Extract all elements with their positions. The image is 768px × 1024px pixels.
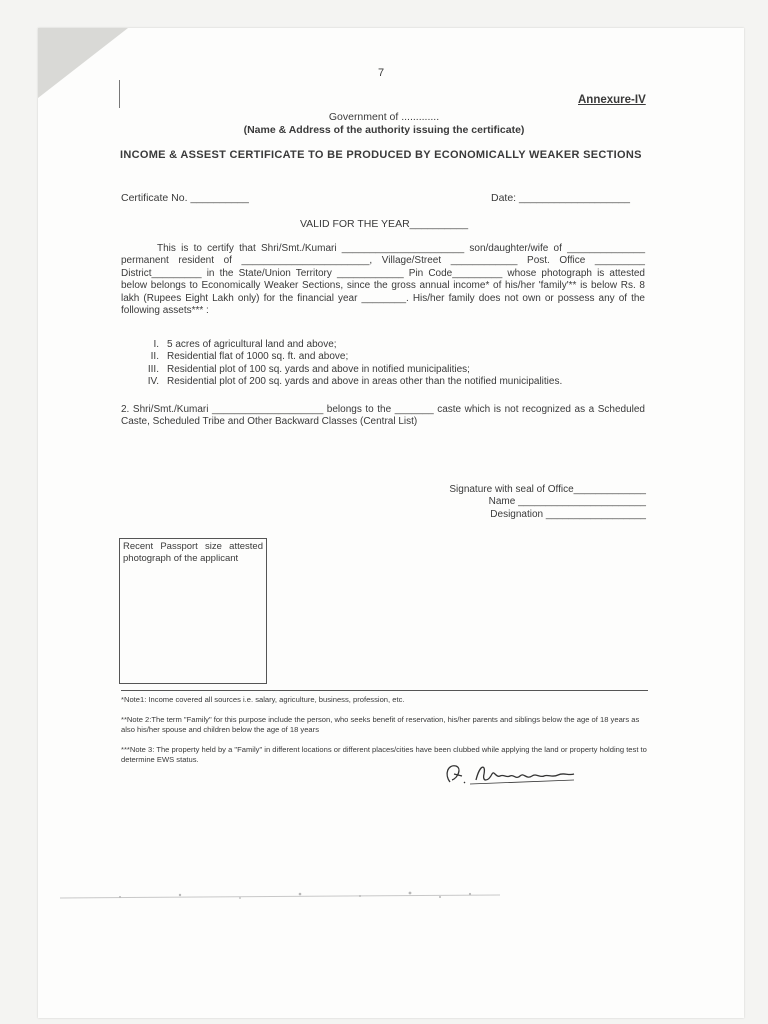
photo-box-label: Recent Passport size attested photograph of the applicant [123, 541, 263, 564]
document-page [38, 28, 744, 1018]
list-item: III. Residential plot of 100 sq. yards and above in notified municipalities; [147, 363, 470, 375]
authority-line: (Name & Address of the authority issuing the certificate) [243, 124, 525, 136]
annexure-label: Annexure-IV [578, 94, 646, 106]
valid-for-year: VALID FOR THE YEAR__________ [299, 218, 469, 230]
government-line: Government of ............. [328, 111, 440, 123]
name-line: Name _______________________ [488, 496, 646, 508]
list-item: I. 5 acres of agricultural land and above; [153, 339, 337, 350]
note-1: *Note1: Income covered all sources i.e. salary, agriculture, business, profession, etc. [121, 695, 405, 704]
certification-text: This is to certify that Shri/Smt./Kumari ______________________ son/daughter/wife of ______________ permanent resident of _______________________, Village/Street ____________ Post. Office _________ District_________ in the State/Union Territory ____________ Pin Code_________ whose photograph is attested below belongs to Economically Weaker Sections, since the gross annual income* of his/her 'family'** is below Rs. 8 lakh (Rupees Eight Lakh only) for the financial year ________. His/her family does not own or possess any of the following assets*** : [121, 243, 645, 317]
list-item: IV. Residential plot of 200 sq. yards and above in areas other than the notified municipalities. [147, 376, 563, 388]
list-item: II. Residential flat of 1000 sq. ft. and above; [150, 351, 349, 363]
certificate-number-field: Certificate No. __________ [121, 192, 249, 204]
margin-mark [119, 80, 120, 108]
seal-line: Signature with seal of Office_____________ [449, 484, 646, 495]
page-number: 7 [378, 67, 385, 79]
handwritten-signature [440, 760, 580, 790]
note-3: ***Note 3: The property held by a "Family" in different locations or different places/cities have been clubbed while applying the land or property holding test to determine EWS status. [121, 745, 647, 764]
certification-paragraph [121, 243, 645, 317]
scan-noise [60, 880, 500, 910]
assets-list [121, 339, 645, 389]
photo-box [119, 538, 267, 684]
signature-block [410, 484, 646, 521]
page-fold-corner [38, 28, 128, 98]
caste-paragraph: 2. Shri/Smt./Kumari ____________________ belongs to the _______ caste which is not recognized as a Scheduled Caste, Scheduled Tribe and Other Backward Classes (Central List) [121, 404, 645, 428]
note-2: **Note 2:The term "Family" for this purpose include the person, who seeks benefit of reservation, his/her parents and siblings below the age of 18 years as also his/her spouse and children below the age of 18 years [121, 715, 640, 734]
date-field: Date: ___________________ [491, 192, 630, 204]
certificate-title: INCOME & ASSEST CERTIFICATE TO BE PRODUCED BY ECONOMICALLY WEAKER SECTIONS [120, 149, 642, 161]
notes-divider [121, 690, 648, 691]
designation-line: Designation __________________ [490, 508, 646, 520]
